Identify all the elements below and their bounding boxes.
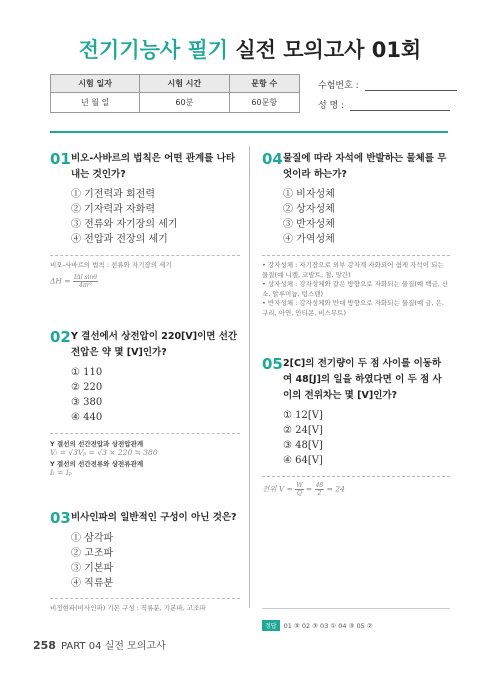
explanation-text: 비오-사바르의 법칙 : 전류와 자기장의 세기 — [50, 261, 172, 269]
option-1[interactable]: ① 비자성체 — [283, 189, 335, 200]
explanation-formula-1: Vₗ = √3Vₚ = √3 × 220 ≒ 380 — [50, 448, 158, 457]
name-line — [350, 100, 450, 111]
table-value-date: 년 월 일 — [51, 93, 140, 113]
option-2[interactable]: ② 고조파 — [71, 548, 114, 559]
exam-number-line — [365, 80, 457, 91]
explanation-divider — [50, 255, 240, 256]
explanation-divider — [50, 598, 240, 599]
answer-key — [262, 608, 450, 632]
footer-text: PART 04 실전 모의고사 — [60, 641, 166, 652]
column-separator — [249, 146, 250, 608]
question-text: 비오-사바르의 법칙은 어떤 관계를 나타내는 것인가? — [71, 153, 236, 180]
question-04 — [262, 150, 450, 318]
explanation-formula: ΔH = $\frac{\text{IΔl sinθ}}{\text{4πr²}}$ — [50, 273, 98, 289]
table-header-date: 시험 일자 — [51, 75, 140, 93]
page-title — [0, 34, 500, 64]
explanation-title-1: Y 결선의 선간전압과 상전압관계 — [50, 440, 144, 448]
explanation-divider — [50, 433, 240, 434]
question-text: 물질에 따라 자석에 반발하는 물체를 무엇이라 하는가? — [283, 153, 447, 180]
title-accent: 전기기능사 필기 — [78, 38, 229, 62]
explanation-text: 비정현파(비사인파) 기본 구성 : 직류분, 기본파, 고조파 — [50, 604, 206, 612]
explanation-formula-2: Iₗ = Iₚ — [50, 468, 72, 477]
option-2[interactable]: ② 기자력과 자화력 — [71, 204, 155, 215]
table-header-time: 시험 시간 — [140, 75, 229, 93]
explanation-note-1: • 강자성체 : 자기장으로 외부 강자계 자화되어 쉽게 자석이 되는 물질(예 니켈, 코발트, 철, 망간) — [262, 261, 444, 279]
question-05 — [262, 355, 450, 497]
option-3[interactable]: ③ 기본파 — [71, 563, 114, 574]
option-3[interactable]: ③ 48[V] — [283, 440, 323, 451]
explanation-title-2: Y 결선의 선간전류와 상전류관계 — [50, 460, 144, 468]
answer-list: 01 ③ 02 ③ 03 ① 04 ③ 05 ② — [283, 622, 373, 630]
option-1[interactable]: ① 기전력과 회전력 — [71, 189, 155, 200]
table-header-count: 문항 수 — [229, 75, 300, 93]
question-text: Y 결선에서 상전압이 220[V]이면 선간전압은 약 몇 [V]인가? — [71, 331, 238, 358]
question-number: 05 — [262, 355, 283, 373]
option-3[interactable]: ③ 전류와 자기장의 세기 — [71, 219, 178, 230]
name-field — [318, 98, 450, 111]
option-4[interactable]: ④ 전압과 전장의 세기 — [71, 234, 168, 245]
table-value-time: 60분 — [140, 93, 229, 113]
header-divider — [50, 131, 448, 133]
question-text: 비사인파의 일반적인 구성이 아닌 것은? — [71, 512, 237, 523]
question-number: 04 — [262, 150, 283, 168]
option-4[interactable]: ④ 가역성체 — [283, 234, 335, 245]
question-number: 02 — [50, 328, 71, 346]
option-2[interactable]: ② 24[V] — [283, 425, 323, 436]
option-2[interactable]: ② 상자성체 — [283, 204, 335, 215]
option-4[interactable]: ④ 64[V] — [283, 455, 323, 466]
question-02 — [50, 328, 240, 477]
question-text: 2[C]의 전기량이 두 점 사이를 이동하여 48[J]의 일을 하였다면 이 두 점 사이의 전위차는 몇 [V]인가? — [283, 358, 442, 401]
question-03 — [50, 509, 240, 614]
explanation-note-2: • 상자성체 : 강자성체와 같은 방향으로 자화되는 물질(예 백금, 산소, 알루미늄, 텅스텐) — [262, 280, 449, 298]
name-label: 성 명 : — [318, 101, 345, 111]
explanation-formula: 전위 V = $\frac{W}{Q}$ = $\frac{48}{2}$ = 24 — [262, 482, 345, 497]
option-4[interactable]: ④ 440 — [71, 412, 103, 423]
explanation-divider — [262, 255, 450, 256]
page-footer — [33, 637, 166, 652]
explanation-note-3: • 반자성체 : 강자성체와 반대 방향으로 자화되는 물질(예 금, 은, 구리, 아연, 안티몬, 비스무트) — [262, 299, 444, 317]
explanation-divider — [262, 476, 450, 477]
option-2[interactable]: ② 220 — [71, 382, 103, 393]
option-4[interactable]: ④ 직류분 — [71, 578, 114, 589]
page-number: 258 — [33, 639, 56, 652]
option-1[interactable]: ① 110 — [71, 367, 103, 378]
title-main: 실전 모의고사 01회 — [235, 38, 422, 62]
question-number: 03 — [50, 509, 71, 527]
option-3[interactable]: ③ 380 — [71, 397, 103, 408]
question-number: 01 — [50, 150, 71, 168]
question-01 — [50, 150, 240, 289]
answer-badge: 정답 — [262, 620, 280, 631]
exam-number-field — [318, 78, 457, 91]
exam-info-table — [50, 74, 300, 113]
exam-number-label: 수험번호 : — [318, 81, 359, 91]
option-1[interactable]: ① 12[V] — [283, 410, 323, 421]
option-1[interactable]: ① 삼각파 — [71, 533, 114, 544]
table-value-count: 60문항 — [229, 93, 300, 113]
option-3[interactable]: ③ 반자성체 — [283, 219, 335, 230]
